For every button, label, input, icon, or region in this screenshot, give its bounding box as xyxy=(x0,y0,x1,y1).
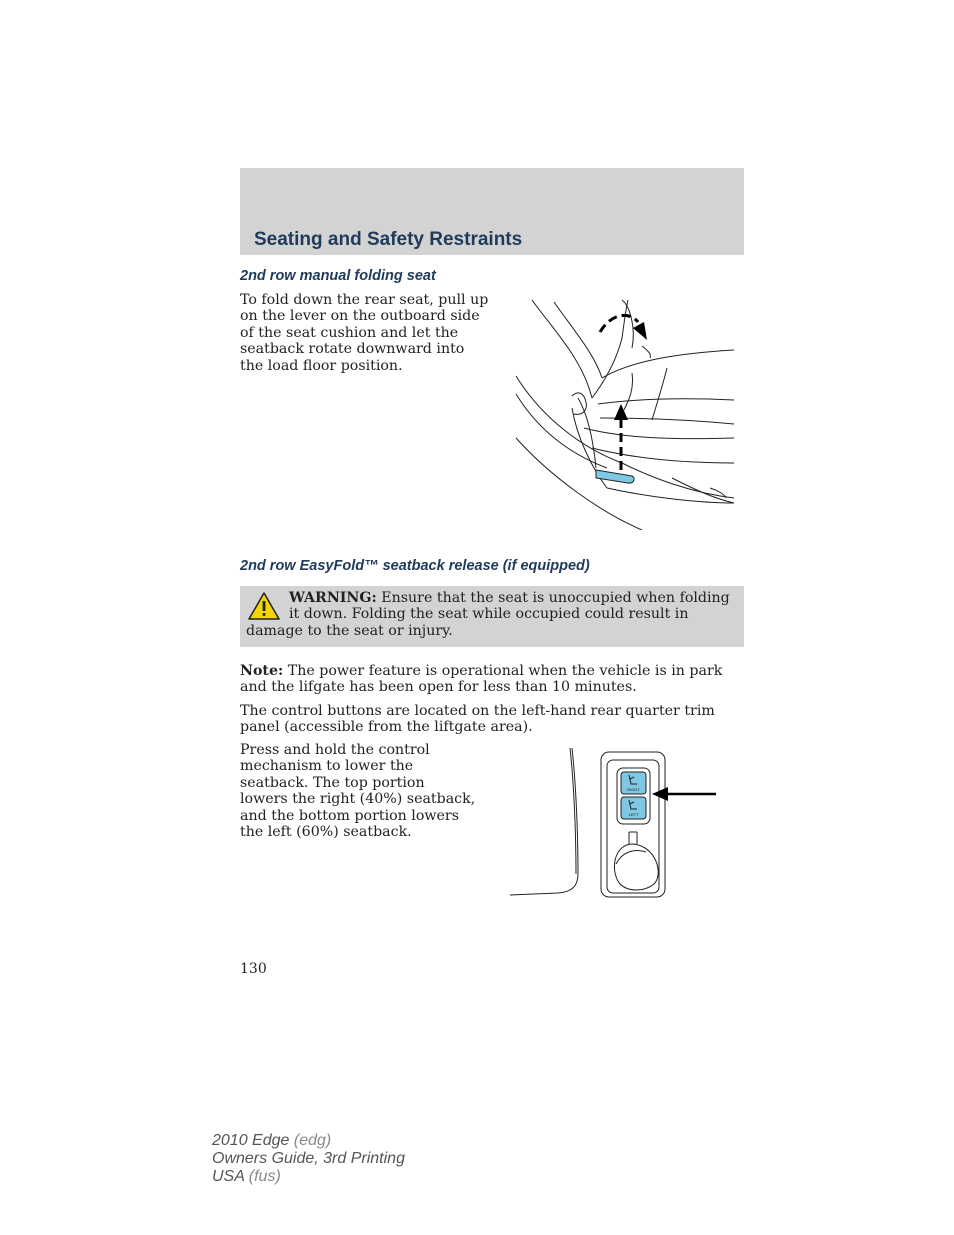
footer-model: 2010 Edge xyxy=(212,1132,290,1149)
warning-box xyxy=(240,586,744,647)
section-title: Seating and Safety Restraints xyxy=(254,229,523,250)
footer-market: USA xyxy=(212,1168,245,1185)
warning-text-block xyxy=(246,590,736,639)
control-panel-illustration xyxy=(506,744,720,900)
note-paragraph xyxy=(240,663,744,696)
footer-model-code: (edg) xyxy=(293,1132,332,1149)
warning-message: Ensure that the seat is unoccupied when folding it down. Folding the seat while occupied could result in damage to the seat or injury. xyxy=(246,590,730,639)
note-label: Note: xyxy=(240,663,284,679)
manual-folding-seat-heading: 2nd row manual folding seat xyxy=(240,268,436,284)
warning-label: WARNING: xyxy=(289,590,377,606)
manual-folding-seat-paragraph: To fold down the rear seat, pull up on the lever on the outboard side of the seat cushion and let the seatback rotate downward into the load floor position. xyxy=(240,292,489,374)
note-text: The power feature is operational when the vehicle is in park and the lifgate has been open for less than 10 minutes. xyxy=(240,663,723,696)
page-number: 130 xyxy=(240,961,267,977)
footer-market-code: (fus) xyxy=(248,1168,281,1185)
press-and-hold-paragraph: Press and hold the control mechanism to lower the seatback. The top portion lowers the right (40%) seatback, and the bottom portion lowers the left (60%) seatback. xyxy=(240,742,476,841)
footer-guide: Owners Guide, 3rd Printing xyxy=(212,1150,405,1167)
seat-folding-illustration xyxy=(512,298,738,530)
section-header-band xyxy=(240,168,744,255)
document-footer xyxy=(212,1132,405,1186)
control-buttons-location-paragraph: The control buttons are located on the left-hand rear quarter trim panel (accessible from the liftgate area). xyxy=(240,703,715,736)
left-button-label: LEFT xyxy=(628,812,639,817)
easyfold-heading: 2nd row EasyFold™ seatback release (if equipped) xyxy=(240,558,590,574)
right-button-label: RIGHT xyxy=(627,787,640,792)
